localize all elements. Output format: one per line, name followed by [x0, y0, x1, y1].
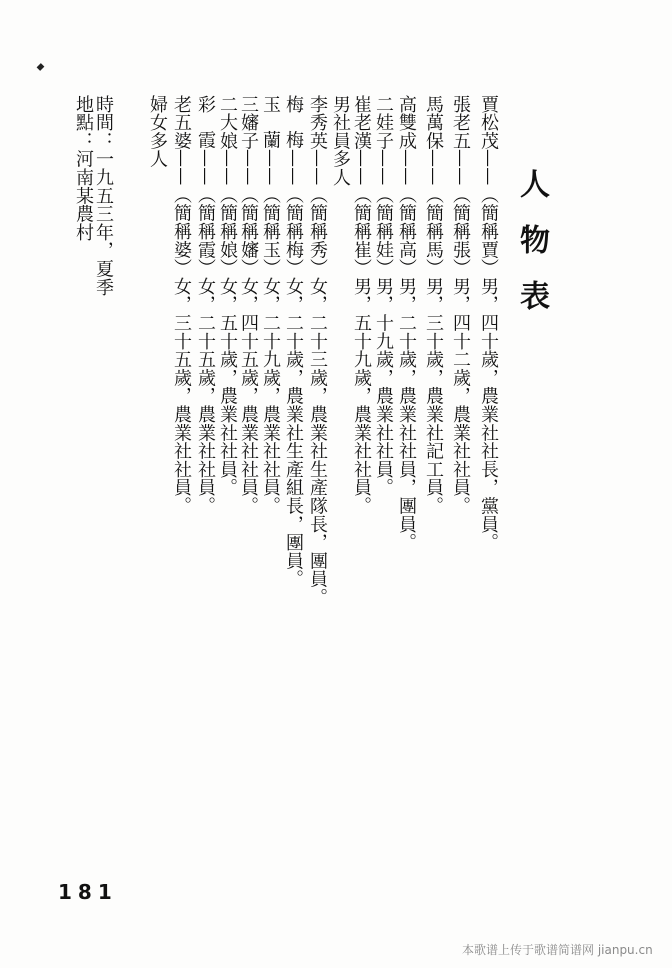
character-name: 梅梅: [283, 95, 304, 149]
character-name: 二娃子: [373, 95, 394, 150]
character-name: 老五婆: [171, 95, 192, 150]
cast-entry-li-xiuying: [306, 95, 328, 607]
character-name: 李秀英: [307, 95, 328, 150]
character-description: ——（簡稱秀）女，二十三歲，農業社生產隊長，團員。: [307, 149, 328, 607]
cast-entry-san-shenzi: [237, 95, 259, 515]
cast-entry-er-wazi: [372, 95, 394, 497]
cast-entry-meimei: [282, 95, 304, 588]
character-name: 崔老漢: [351, 95, 372, 150]
cast-male-extras: 男社員多人: [330, 95, 351, 187]
character-name: 賈松茂: [478, 95, 499, 150]
character-description: ——（簡稱張）男，四十二歲，農業社社員。: [450, 149, 471, 515]
cast-entry-jia-songmao: [477, 95, 499, 552]
character-description: ——（簡稱賈）男，四十歲，農業社社長，黨員。: [478, 149, 499, 552]
character-name: 玉蘭: [260, 95, 281, 149]
character-name: 三嬸子: [238, 95, 259, 150]
watermark: 本歌谱上传于歌谱简谱网 jianpu.cn: [462, 943, 653, 957]
character-name: 高雙成: [396, 95, 417, 150]
character-description: ——（簡稱霞）女，二十五歲，農業社社員。: [195, 149, 216, 515]
cast-entry-zhang-laowu: [449, 95, 471, 515]
character-description: ——（簡稱嬸）女，四十五歲，農業社社員。: [238, 149, 259, 515]
cast-entry-er-daniang: [216, 95, 238, 497]
setting-time: 時間：一九五三年，夏季: [93, 95, 114, 297]
character-description: ——（簡稱娃）男，十九歲，農業社社員。: [373, 149, 394, 497]
character-description: ——（簡稱崔）男，五十九歲，農業社社員。: [351, 149, 372, 515]
character-description: ——（簡稱婆）女，三十五歲，農業社社員。: [171, 149, 192, 515]
character-description: ——（簡稱馬）男，三十歲，農業社記工員。: [423, 149, 444, 515]
character-name: 彩霞: [195, 95, 216, 149]
ink-mark: [37, 63, 45, 71]
cast-entry-ma-wanbao: [422, 95, 444, 515]
cast-entry-gao-shuangcheng: [395, 95, 417, 552]
character-description: ——（簡稱玉）女，二十九歲，農業社社員。: [260, 149, 281, 515]
setting-place: 地點：河南某農村: [73, 95, 94, 242]
cast-entry-yulan: [259, 95, 281, 515]
character-name: 張老五: [450, 95, 471, 150]
character-description: ——（簡稱娘）女，五十歲，農業社社員。: [217, 149, 238, 497]
character-description: ——（簡稱梅）女，二十歲，農業社生產組長，團員。: [283, 149, 304, 589]
cast-entry-caixia: [194, 95, 216, 515]
cast-entry-lao-wupo: [170, 95, 192, 515]
cast-female-extras: 婦女多人: [147, 95, 168, 169]
page-title: 人物表: [514, 168, 549, 336]
cast-entry-cui-laohan: [350, 95, 372, 515]
character-name: 二大娘: [217, 95, 238, 150]
character-description: ——（簡稱高）男，二十歲，農業社社員，團員。: [396, 149, 417, 552]
page-number: 181: [58, 880, 118, 904]
character-name: 馬萬保: [423, 95, 444, 150]
